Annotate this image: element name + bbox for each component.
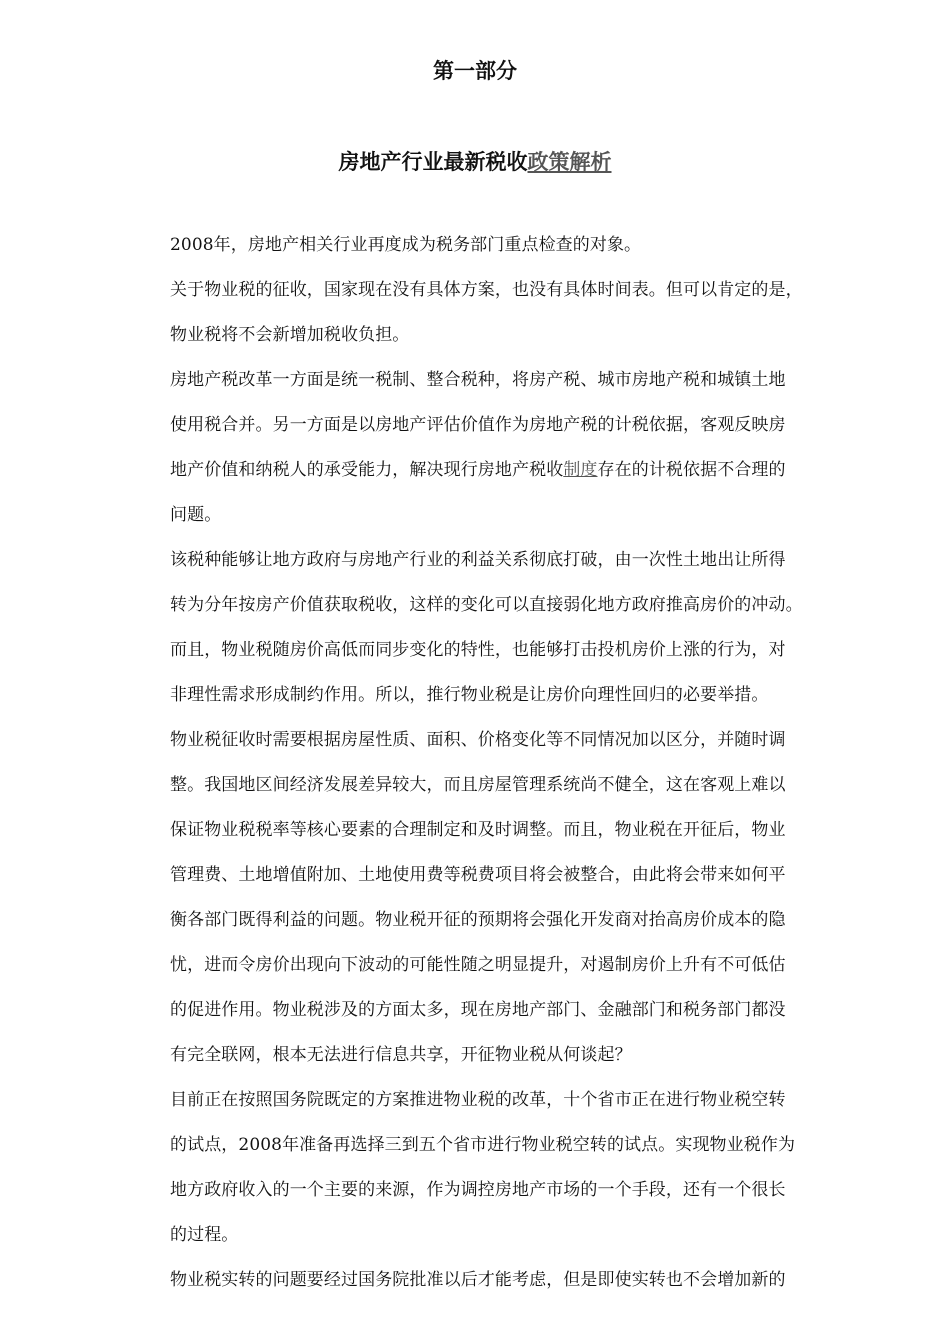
text-line: 目前正在按照国务院既定的方案推进物业税的改革，十个省市正在进行物业税空转 xyxy=(170,1090,786,1110)
text-line: 该税种能够让地方政府与房地产行业的利益关系彻底打破，由一次性土地出让所得 xyxy=(170,550,786,570)
text-line: 2008年，房地产相关行业再度成为税务部门重点检查的对象。 xyxy=(170,235,642,255)
document-title xyxy=(0,146,950,178)
text-line: 物业税征收时需要根据房屋性质、面积、价格变化等不同情况加以区分，并随时调 xyxy=(170,730,786,750)
text-line: 物业税实转的问题要经过国务院批准以后才能考虑，但是即使实转也不会增加新的 xyxy=(170,1270,786,1290)
text-line: 的过程。 xyxy=(170,1225,239,1245)
text-line: 衡各部门既得利益的问题。物业税开征的预期将会强化开发商对抬高房价成本的隐 xyxy=(170,910,786,930)
text-line-with-link xyxy=(170,448,875,493)
policy-analysis-link[interactable]: 政策解析 xyxy=(527,149,612,174)
text-line: 地方政府收入的一个主要的来源，作为调控房地产市场的一个手段，还有一个很长 xyxy=(170,1180,786,1200)
text-line: 关于物业税的征收，国家现在没有具体方案，也没有具体时间表。但可以肯定的是， xyxy=(170,280,803,300)
text-line: 转为分年按房产价值获取税收，这样的变化可以直接弱化地方政府推高房价的冲动。 xyxy=(170,595,803,615)
text-segment: 存在的计税依据不合理的 xyxy=(597,460,786,480)
text-segment: 地产价值和纳税人的承受能力，解决现行房地产税收 xyxy=(170,460,564,480)
page-heading: 第一部分 xyxy=(433,58,517,83)
text-line: 保证物业税税率等核心要素的合理制定和及时调整。而且，物业税在开征后，物业 xyxy=(170,820,786,840)
text-line: 非理性需求形成制约作用。所以，推行物业税是让房价向理性回归的必要举措。 xyxy=(170,685,769,705)
text-line: 的促进作用。物业税涉及的方面太多，现在房地产部门、金融部门和税务部门都没 xyxy=(170,1000,786,1020)
text-line: 整。我国地区间经济发展差异较大，而且房屋管理系统尚不健全，这在客观上难以 xyxy=(170,775,786,795)
text-line: 有完全联网，根本无法进行信息共享，开征物业税从何谈起？ xyxy=(170,1045,632,1065)
text-line: 而且，物业税随房价高低而同步变化的特性，也能够打击投机房价上涨的行为，对 xyxy=(170,640,786,660)
text-line: 物业税将不会新增加税收负担。 xyxy=(170,325,410,345)
body-text xyxy=(170,223,875,1303)
document-title-text: 房地产行业最新税收 xyxy=(338,149,528,174)
text-line: 使用税合并。另一方面是以房地产评估价值作为房地产税的计税依据，客观反映房 xyxy=(170,415,786,435)
text-line: 管理费、土地增值附加、土地使用费等税费项目将会被整合，由此将会带来如何平 xyxy=(170,865,786,885)
system-link[interactable]: 制度 xyxy=(563,460,598,480)
text-line: 的试点，2008年准备再选择三到五个省市进行物业税空转的试点。实现物业税作为 xyxy=(170,1135,796,1155)
text-line: 问题。 xyxy=(170,505,222,525)
text-line: 房地产税改革一方面是统一税制、整合税种，将房产税、城市房地产税和城镇土地 xyxy=(170,370,786,390)
text-line: 忧，进而令房价出现向下波动的可能性随之明显提升，对遏制房价上升有不可低估 xyxy=(170,955,786,975)
